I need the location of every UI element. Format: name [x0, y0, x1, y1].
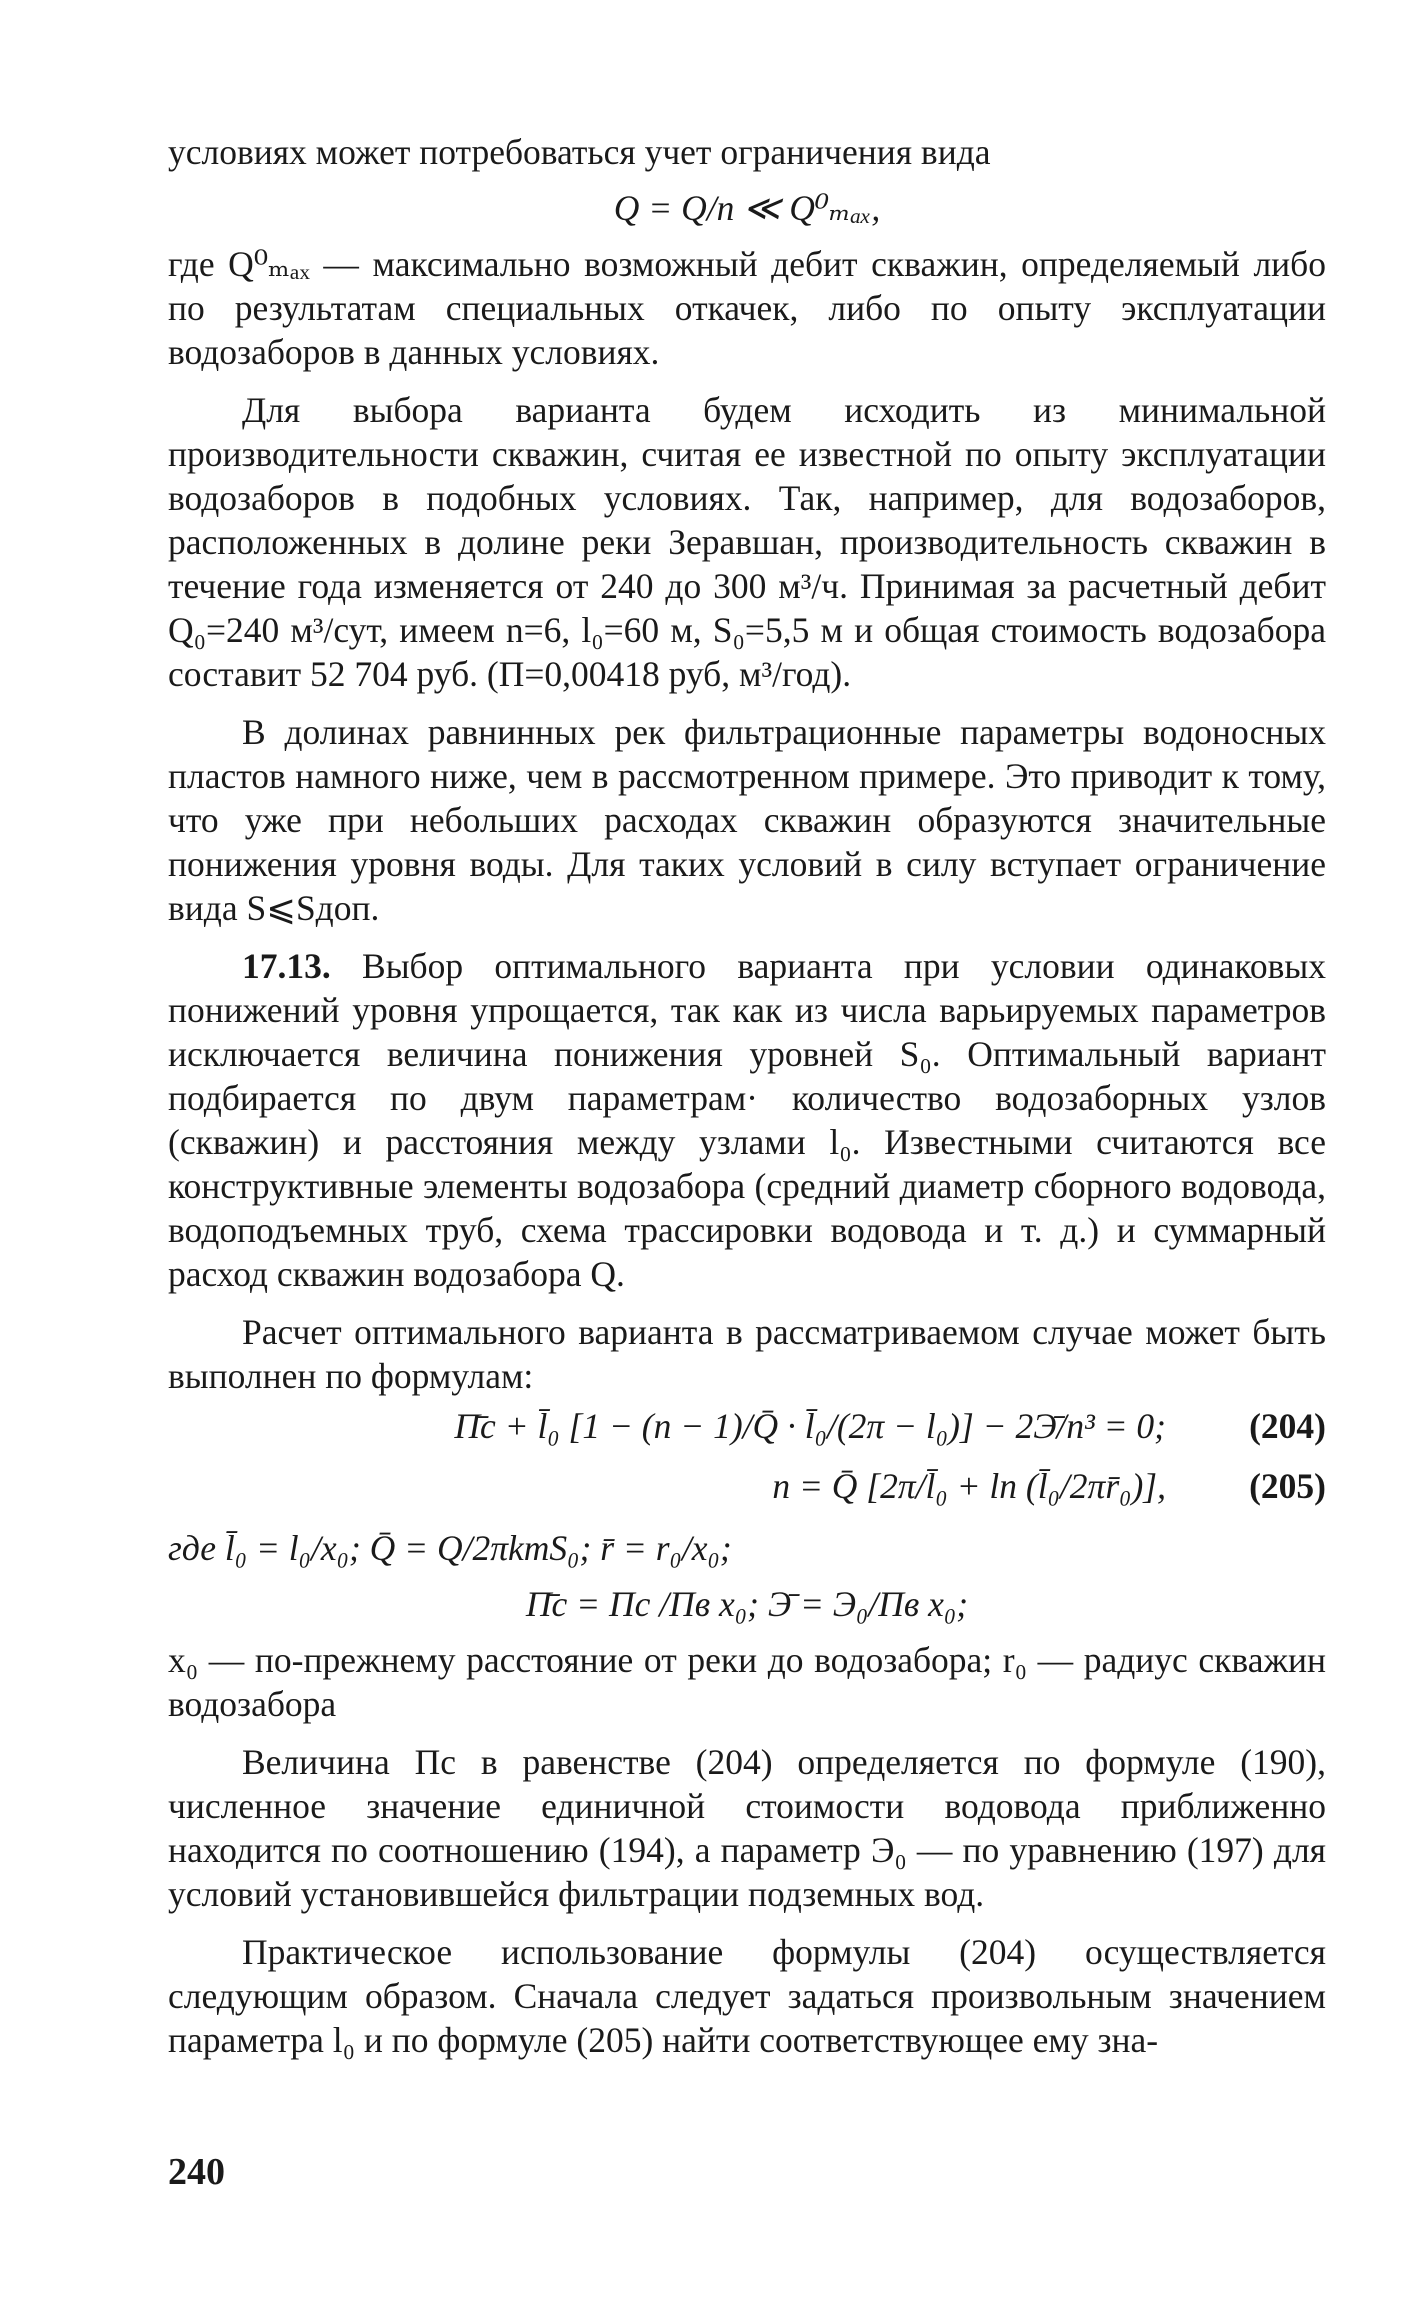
formula-q-limit: Q = Q/n ≪ Q⁰ₘₐₓ,: [613, 188, 881, 228]
paragraph: В долинах равнинных рек фильтрационные параметры водоносных пластов намного ниже, чем в рассмотренном примере. Это приводит к тому, что уже при небольших расходах скважин образуются значительные понижения уровня воды. Для таких условий в силу вступает ограничение вида S⩽Sдоп.: [168, 712, 1326, 928]
equation-number: (204): [1249, 1406, 1326, 1446]
equation-number: (205): [1249, 1466, 1326, 1506]
equation-expression: n = Q̄ [2π/l̄₀ + ln (l̄₀/2πr̄₀)],: [772, 1466, 1166, 1506]
section-paragraph: [168, 944, 1326, 1296]
paragraph: Величина Пс в равенстве (204) определяется по формуле (190), численное значение единичной стоимости водовода приближенно находится по соотношению (194), а параметр Э₀ — по уравнению (197) для условий установившейся фильтрации подземных вод.: [168, 1742, 1326, 1914]
equation-205: [168, 1458, 1326, 1518]
text-line: условиях может потребоваться учет ограничения вида: [168, 132, 991, 172]
page-body: [168, 130, 1326, 2062]
paragraph: где Q⁰ₘₐₓ — максимально возможный дебит скважин, определяемый либо по результатам специальных откачек, либо по опыту эксплуатации водозаборов в данных условиях.: [168, 244, 1326, 372]
section-text: Выбор оптимального варианта при условии одинаковых понижений уровня упрощается, так как из числа варьируемых параметров исключается величина понижения уровней S₀. Оптимальный вариант подбирается по двум параметрам· количество водозаборных узлов (скважин) и расстояния между узлами l₀. Известными считаются все конструктивные элементы водозабора (средний диаметр сборного водовода, водоподъемных труб, схема трассировки водовода и т. д.) и суммарный расход скважин водозабора Q.: [168, 946, 1326, 1294]
section-number: 17.13.: [242, 946, 331, 986]
paragraph: Расчет оптимального варианта в рассматриваемом случае может быть выполнен по формулам:: [168, 1312, 1326, 1396]
definitions-line: где l̄₀ = l₀/x₀; Q̄ = Q/2πkmS₀; r̄ = r₀/x₀;: [168, 1528, 732, 1568]
paragraph: Практическое использование формулы (204) осуществляется следующим образом. Сначала следует задаться произвольным значением параметра l₀ и по формуле (205) найти соответствующее ему зна-: [168, 1932, 1326, 2060]
page-number: 240: [168, 2151, 225, 2193]
definitions-line: П̄с = Пс /Пв x₀; Э̄ = Э₀/Пв x₀;: [525, 1584, 969, 1624]
equation-expression: П̄с + l̄₀ [1 − (n − 1)/Q̄ · l̄₀/(2π − l₀)] − 2Э̄/n³ = 0;: [454, 1406, 1166, 1446]
paragraph: x₀ — по-прежнему расстояние от реки до водозабора; r₀ — радиус скважин водозабора: [168, 1640, 1326, 1724]
equation-204: [168, 1398, 1326, 1458]
paragraph: Для выбора варианта будем исходить из минимальной производительности скважин, считая ее известной по опыту эксплуатации водозаборов в подобных условиях. Так, например, для водозаборов, расположенных в долине реки Зеравшан, производительность скважин в течение года изменяется от 240 до 300 м³/ч. Принимая за расчетный дебит Q₀=240 м³/сут, имеем n=6, l₀=60 м, S₀=5,5 м и общая стоимость водозабора составит 52 704 руб. (П=0,00418 руб, м³/год).: [168, 390, 1326, 694]
